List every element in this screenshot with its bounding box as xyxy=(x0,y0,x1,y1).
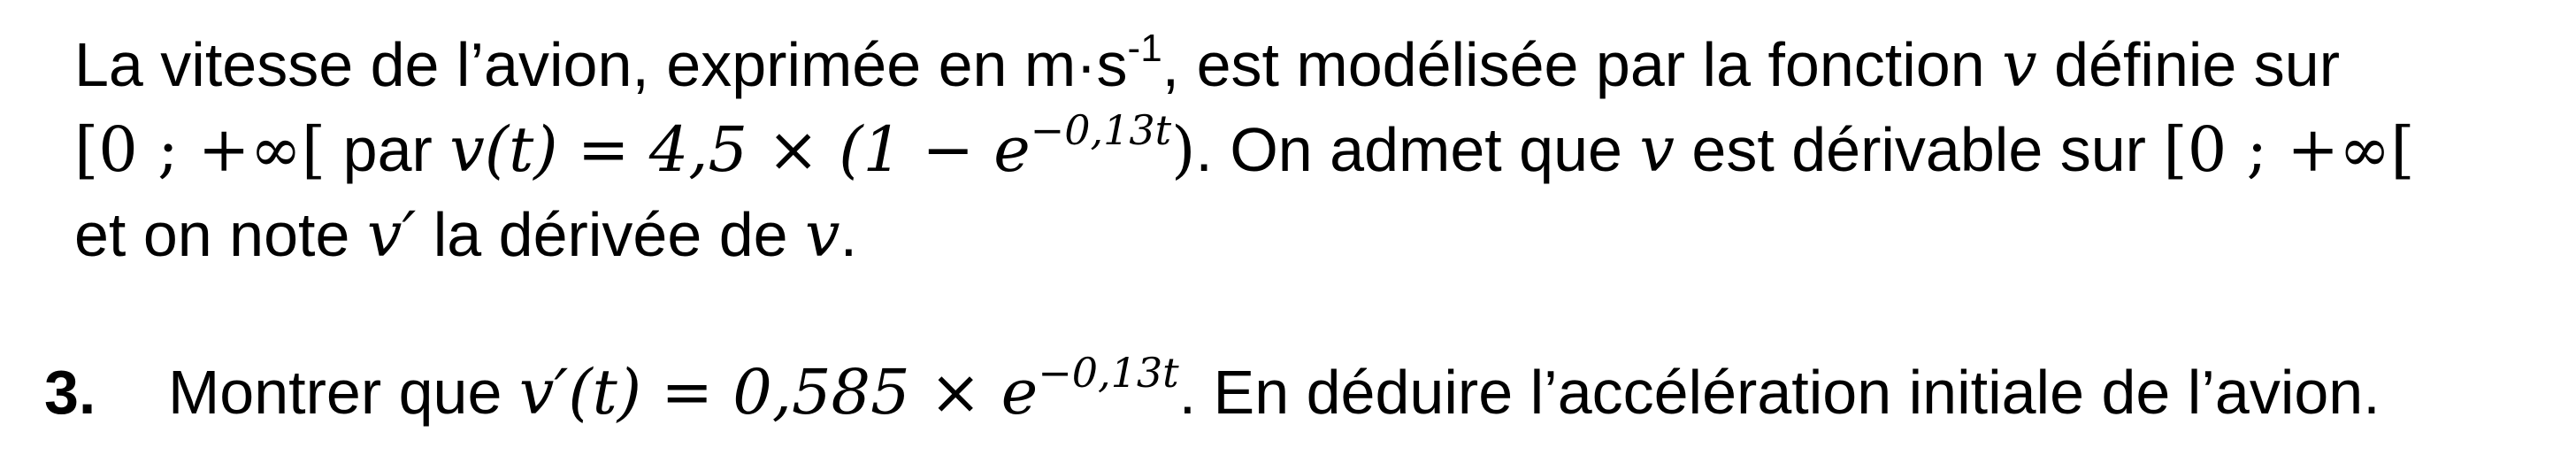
math-variable-v: v xyxy=(2002,28,2037,101)
unit-exponent: -1 xyxy=(1127,27,1162,70)
paragraph-line-3 xyxy=(74,195,857,274)
text: . xyxy=(840,200,858,269)
math-variable-v: v xyxy=(1639,113,1675,186)
text: , est modélisée par la fonction xyxy=(1162,30,2003,99)
text: par xyxy=(326,115,450,184)
math-close-paren: ) xyxy=(1171,113,1196,186)
math-exponent: −0,13t xyxy=(1030,106,1172,154)
math-interval: [0 ; +∞[ xyxy=(2163,113,2415,186)
math-exponent: −0,13t xyxy=(1038,349,1179,397)
paragraph-line-1 xyxy=(74,25,2340,104)
text: Montrer que xyxy=(168,358,519,427)
math-interval: [0 ; +∞[ xyxy=(74,113,326,186)
math-variable-v: v xyxy=(805,198,840,271)
question-number: 3. xyxy=(44,358,96,427)
text: définie sur xyxy=(2036,30,2341,99)
text: La vitesse de l’avion, exprimée en m·s xyxy=(74,30,1128,99)
text: . On admet que xyxy=(1195,115,1640,184)
text: la dérivée de xyxy=(416,200,806,269)
text: et on note xyxy=(74,200,367,269)
math-function-definition: v(t) = 4,5 × (1 − e xyxy=(449,113,1031,186)
math-derivative-expression: v′(t) = 0,585 × e xyxy=(518,356,1039,429)
paragraph-line-2 xyxy=(74,106,2415,189)
text: est dérivable sur xyxy=(1674,115,2164,184)
question-text xyxy=(168,349,2380,432)
text: . En déduire l’accélération initiale de l’avion. xyxy=(1178,358,2380,427)
math-derivative-vprime: v′ xyxy=(366,198,417,271)
